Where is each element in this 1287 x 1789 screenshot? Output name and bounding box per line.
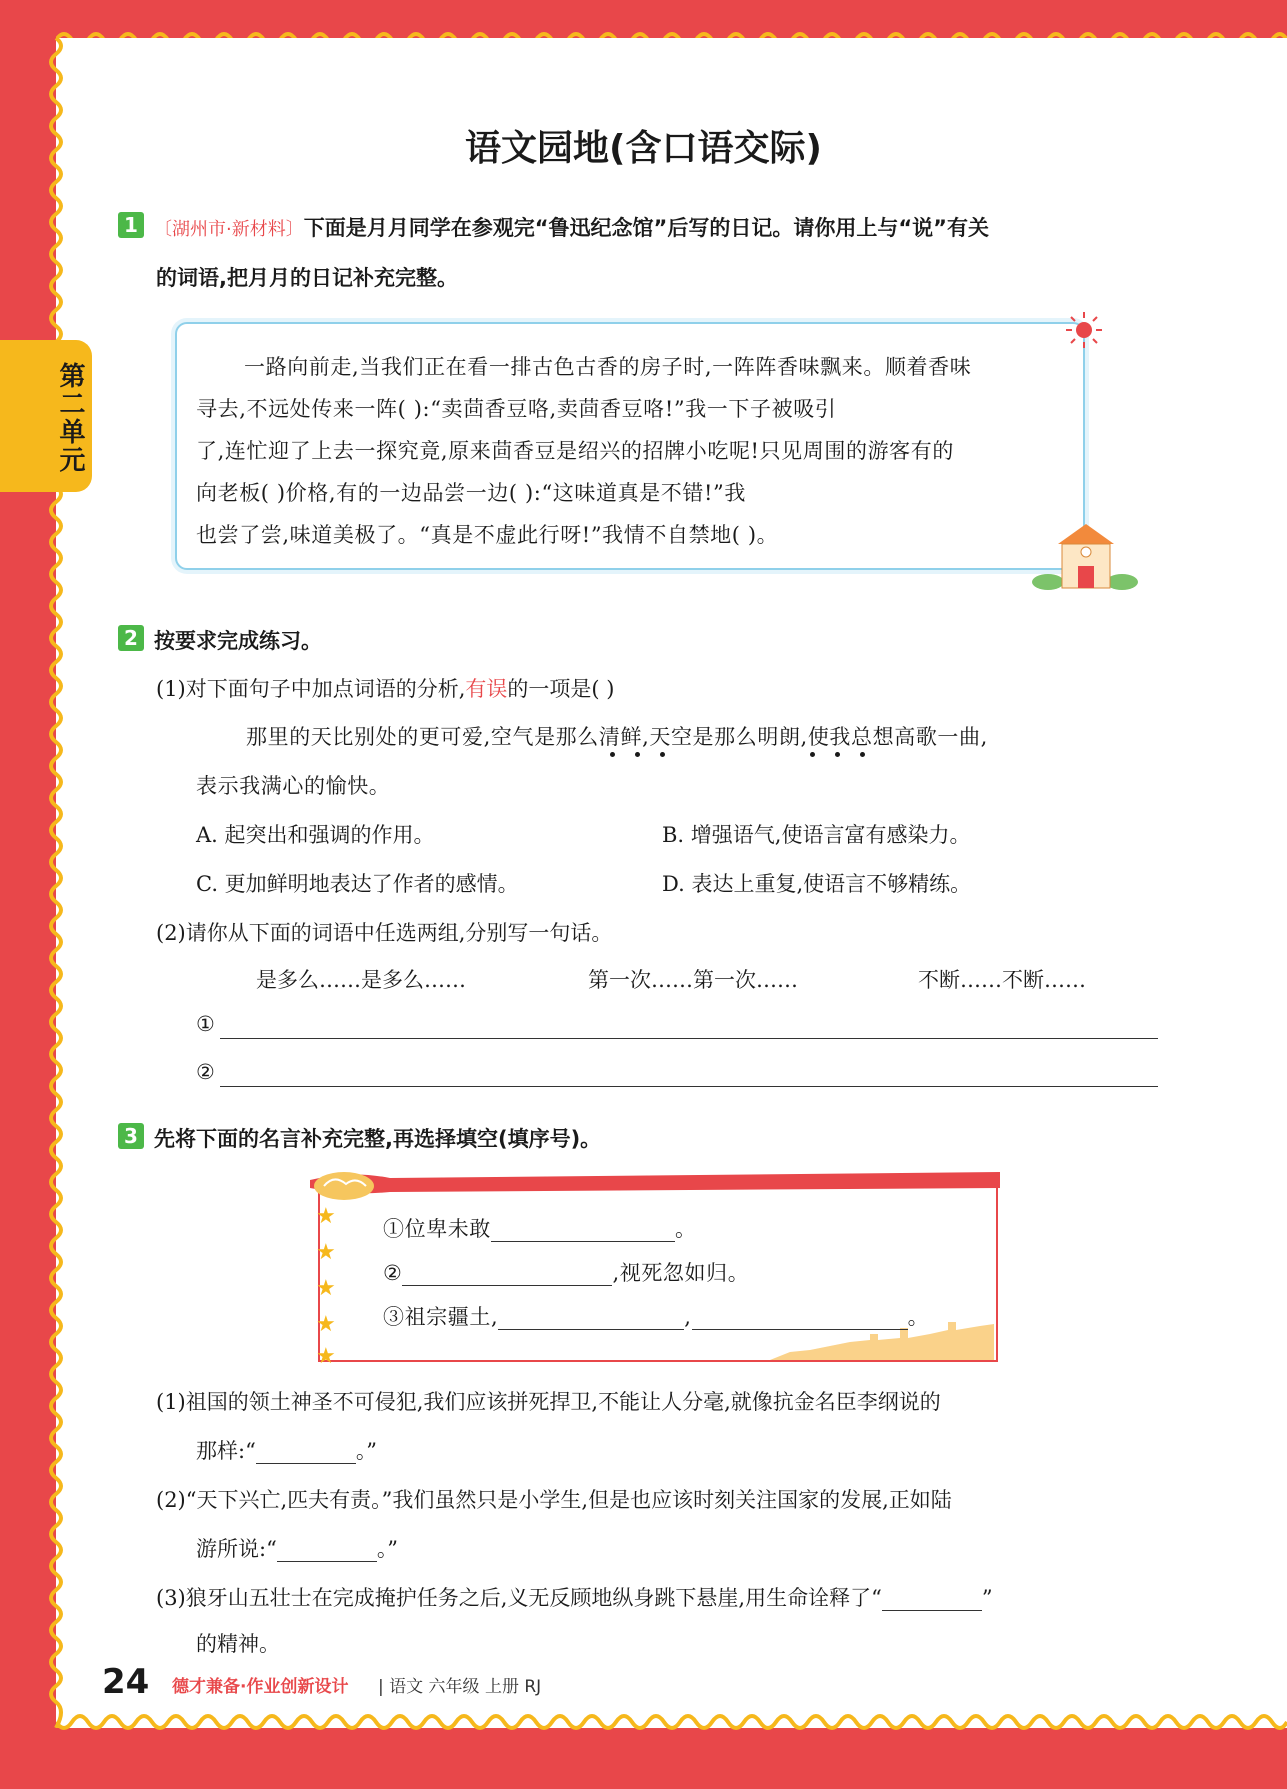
sentence-line-1: 那里的天比别处的更可爱,空气是那么清鲜,天空是那么明朗,使我总想高歌一曲,: [246, 725, 988, 749]
q3-sub2-line1: (2)“天下兴亡,匹夫有责。”我们虽然只是小学生,但是也应该时刻关注国家的发展,正如陆: [156, 1488, 952, 1512]
star-icon: ★: [316, 1276, 336, 1301]
quote-3-text: ③祖宗疆土,: [383, 1305, 499, 1329]
question-3-number: 3: [118, 1123, 144, 1149]
frame-wave-bottom: [56, 1712, 1287, 1736]
page-number: 24: [102, 1662, 150, 1702]
sun-icon: [1062, 308, 1106, 352]
word-group-1: 是多么……是多么……: [256, 968, 466, 992]
quote-3-blank-1[interactable]: [498, 1305, 684, 1330]
quote-1-end: 。: [675, 1217, 697, 1241]
emphasis-dot: [635, 752, 640, 757]
emphasis-dot: [610, 752, 615, 757]
star-icon: ★: [316, 1240, 336, 1265]
question-1-tag: 〔湖州市·新材料〕: [154, 219, 304, 240]
star-icon: ★: [316, 1204, 336, 1229]
quote-3-end: 。: [907, 1305, 930, 1329]
q3-sub3-line1: [156, 1582, 993, 1612]
question-1-text-line2: 的词语,把月月的日记补充完整。: [156, 266, 458, 290]
quote-1: [383, 1213, 697, 1243]
diary-line-4: 向老板( )价格,有的一边品尝一边( ):“这味道真是不错!”我: [196, 481, 746, 505]
diary-line-5: 也尝了尝,味道美极了。“真是不虚此行呀!”我情不自禁地( )。: [196, 523, 779, 547]
house-icon: [1030, 520, 1140, 592]
q3-sub3-line2: 的精神。: [196, 1632, 280, 1656]
part1-text-pre: (1)对下面句子中加点词语的分析,: [156, 677, 466, 701]
q3-sub1-line2: [196, 1435, 377, 1465]
part1-text-post: 的一项是( ): [507, 677, 615, 701]
word-group-2: 第一次……第一次……: [588, 968, 798, 992]
diary-line-3: 了,连忙迎了上去一探究竟,原来茴香豆是绍兴的招牌小吃呢!只见周围的游客有的: [196, 439, 954, 463]
question-2-number: 2: [118, 625, 144, 651]
q3-sub1-post: 。”: [355, 1439, 378, 1463]
option-b[interactable]: B. 增强语气,使语言富有感染力。: [662, 823, 971, 847]
footer-brand: 德才兼备·作业创新设计: [172, 1677, 349, 1697]
word-group-3: 不断……不断……: [918, 968, 1086, 992]
answer-line-1[interactable]: [220, 1038, 1158, 1039]
quote-1-blank[interactable]: [491, 1217, 675, 1242]
question-1-number: 1: [118, 212, 144, 238]
quote-2-number: ②: [383, 1261, 403, 1285]
quote-3: [383, 1301, 929, 1331]
emphasis-dot: [860, 752, 865, 757]
question-2-part2: (2)请你从下面的词语中任选两组,分别写一句话。: [156, 921, 613, 945]
q3-sub3-blank[interactable]: [882, 1586, 982, 1611]
quote-3-comma: ,: [684, 1305, 692, 1329]
quote-3-blank-2[interactable]: [692, 1305, 908, 1330]
ribbon-banner: [310, 1166, 1000, 1200]
q3-sub1-pre: 那样:“: [196, 1439, 256, 1463]
answer-line-2[interactable]: [220, 1086, 1158, 1087]
q3-sub3-pre: (3)狼牙山五壮士在完成掩护任务之后,义无反顾地纵身跳下悬崖,用生命诠释了“: [156, 1586, 882, 1610]
question-3-text: 先将下面的名言补充完整,再选择填空(填序号)。: [154, 1127, 602, 1151]
quote-2-blank[interactable]: [402, 1261, 612, 1286]
footer-book-info: | 语文 六年级 上册 RJ: [378, 1677, 542, 1697]
answer-label-1: ①: [196, 1012, 215, 1036]
diary-line-1: 一路向前走,当我们正在看一排古色古香的房子时,一阵阵香味飘来。顺着香味: [244, 355, 972, 379]
answer-label-2: ②: [196, 1060, 215, 1084]
option-c[interactable]: C. 更加鲜明地表达了作者的感情。: [196, 872, 519, 896]
q3-sub2-blank[interactable]: [277, 1537, 377, 1562]
quote-2: [383, 1257, 749, 1287]
emphasis-dot: [835, 752, 840, 757]
q3-sub2-pre: 游所说:“: [196, 1537, 277, 1561]
emphasis-dot: [660, 752, 665, 757]
q3-sub2-post: 。”: [376, 1537, 399, 1561]
quote-1-text: ①位卑未敢: [383, 1217, 491, 1241]
q3-sub1-blank[interactable]: [256, 1439, 356, 1464]
diary-line-2: 寻去,不远处传来一阵( ):“卖茴香豆咯,卖茴香豆咯!”我一下子被吸引: [196, 397, 837, 421]
option-a[interactable]: A. 起突出和强调的作用。: [196, 823, 435, 847]
sentence-line-2: 表示我满心的愉快。: [196, 774, 391, 798]
star-icon: ★: [316, 1312, 336, 1337]
question-2-text: 按要求完成练习。: [154, 629, 322, 653]
option-d[interactable]: D. 表达上重复,使语言不够精练。: [662, 872, 972, 896]
q3-sub2-line2: [196, 1533, 398, 1563]
unit-tab-label: 第二单元: [55, 362, 85, 474]
question-1-text-line1: 下面是月月同学在参观完“鲁迅纪念馆”后写的日记。请你用上与“说”有关: [303, 216, 989, 240]
frame-wave-left: [44, 38, 68, 1728]
star-icon: ★: [316, 1344, 336, 1369]
page-title: 语文园地(含口语交际): [465, 128, 822, 169]
q3-sub3-post: ”: [981, 1586, 993, 1610]
quote-2-text: ,视死忽如归。: [612, 1261, 750, 1285]
emphasis-dot: [810, 752, 815, 757]
part1-text-highlight: 有误: [465, 677, 508, 701]
question-1-prompt: [154, 212, 989, 242]
question-2-part1: [156, 673, 614, 703]
q3-sub1-line1: (1)祖国的领土神圣不可侵犯,我们应该拼死捍卫,不能让人分毫,就像抗金名臣李纲说的: [156, 1390, 941, 1414]
